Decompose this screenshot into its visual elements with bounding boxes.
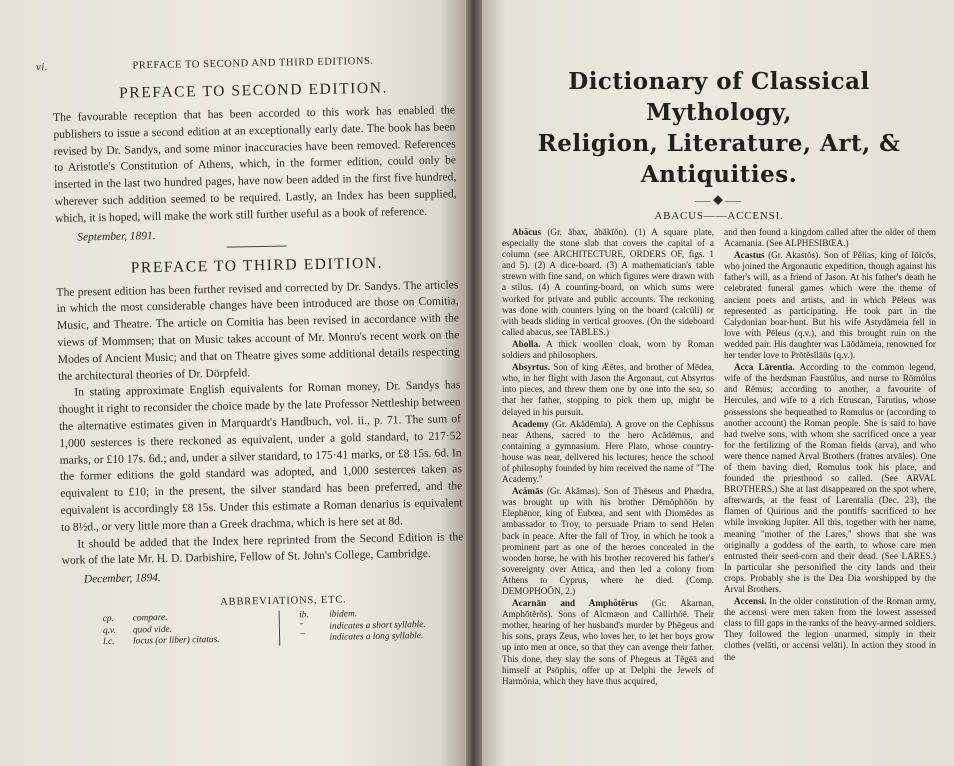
dictionary-entry xyxy=(724,250,936,361)
dictionary-entry xyxy=(502,227,714,338)
left-page xyxy=(0,0,468,766)
entry-headword: Acămās xyxy=(512,486,544,497)
dictionary-entry xyxy=(502,419,714,486)
abbreviation-key: cp. xyxy=(102,614,115,625)
entry-headword: Abolla. xyxy=(512,338,541,349)
third-edition-title: PREFACE TO THIRD EDITION. xyxy=(130,254,384,277)
abbreviation-meaning: indicates a short syllable. xyxy=(329,619,426,632)
entry-headword: Abăcus xyxy=(512,227,542,237)
abbreviation-row xyxy=(300,630,466,645)
abbreviation-key: q.v. xyxy=(102,625,116,636)
running-head xyxy=(36,54,454,76)
abbreviation-meaning: indicates a long syllable. xyxy=(329,631,424,643)
book-gutter xyxy=(466,0,482,766)
abbreviation-key: ˘ xyxy=(299,621,303,632)
entry-text: (Gr. Akămas). Son of Thēseus and Phædra, was brought up with his brother Dēmŏphŏōn by Elephēnor, king of Eubœa, and sent with Diomēdes as ambassador to Troy, to persuade Priam to send Helen back in peace. After the fall of Troy, in which he took a prominent part as one of the heroes concealed in the wooden horse, he with his brother recovered his father's sovereignty over Attica, and then led a colony from Athens to Cyprus, where he died. (Comp. DEMOPHOŌN, 2.) xyxy=(502,486,714,596)
second-edition-date: September, 1891. xyxy=(77,229,156,244)
entry-text: Son of king Æētes, and brother of Mēdea, who, in her flight with Jason the Argonaut, cut Absyrtus into pieces, and threw them one by one into the sea, so that her father, stopping to pick them up, might be delayed in his pursuit. xyxy=(502,362,715,417)
abbreviations-right-column xyxy=(278,607,465,645)
dictionary-entry xyxy=(724,596,936,663)
right-page xyxy=(482,0,954,766)
second-edition-text: The favourable reception that has been accorded to this work has enabled the publishers to issue a second edition at an exceptionally early date. The book has been revised by Dr. Sandys, and some minor inaccuracies have been removed. References to Aristotle's Constitution of Athens, which, in the former edition, could only be inserted in the last two hundred pages, have now been added in the first five hundred, wherever such addition seemed to be required. Lastly, an Index has been supplied, which, it is hoped, will make the work still further useful as a book of reference. xyxy=(52,103,457,225)
entry-text: (Gr. Akastŏs). Son of Pĕlias, king of Iōlcŏs, who joined the Argonautic expedition, though against his father's will, as a friend of Jason. At his father's death he celebrated funeral games which were the theme of ancient poets and artists, and in which Pēleus was represented as participating. He took part in the Calydonian boar-hunt. But his wife Astydămeia fell in love with Pēleus (q.v.), and this brought ruin on the wedded pair. His daughter was Lāŏdămeia, renowned for her tender love to Prōtĕsĭlāūs (q.v.). xyxy=(724,250,936,361)
abbreviations-table xyxy=(103,607,466,648)
dictionary-column-b xyxy=(724,227,936,688)
third-edition-date: December, 1894. xyxy=(83,572,161,586)
dictionary-entry xyxy=(724,362,936,595)
entry-headword: Acastus xyxy=(734,250,765,261)
abbreviation-meaning: compare. xyxy=(132,613,168,624)
entry-headword: Acca Lārentia. xyxy=(734,362,795,373)
dictionary-entry xyxy=(502,362,714,417)
dictionary-entry xyxy=(502,486,714,597)
abbreviation-key: ib. xyxy=(299,610,309,621)
abbreviation-key: l.c. xyxy=(103,637,115,648)
abbreviation-meaning: ibidem. xyxy=(329,609,358,620)
second-edition-title: PREFACE TO SECOND EDITION. xyxy=(118,79,389,102)
abbreviation-row xyxy=(103,634,269,649)
section-heading: ABACUS——ACCENSI. xyxy=(654,210,784,222)
entry-text: and then found a kingdom called after the older of them Acarnania. (See ALPHESIBŒA.) xyxy=(724,227,936,249)
dictionary-entry xyxy=(502,598,714,687)
third-edition-paragraph-2: In stating approximate English equivalents for Roman money, Dr. Sandys has thought it right to reconsider the choice made by the late Professor Nettleship between the alternative estimates given in Marquardt's Handbuch, vol. ii., p. 71. The sum of 1,000 sesterces is there reckoned as equivalent, under a gold standard, to 217·52 marks, or £10 17s. 6d.; and, under a silver standard, to 175·41 marks, or £8 15s. 6d. In the former editions the gold standard was adopted, and 1,000 sesterces taken as equivalent to £10; in the present, the silver standard has been preferred, and the equivalent is accordingly £8 15s. Under this estimate a Roman denarius is equivalent to 8½d., or very little more than a Greek drachma, which is here set at 8d. xyxy=(58,378,463,534)
abbreviation-key: ¯ xyxy=(299,633,305,644)
right-page-content xyxy=(502,66,936,688)
entry-text: (Gr. Akarnan, Amphŏtĕrŏs). Sons of Alcmæon and Callirhŏē. Their mother, hearing of her husband's murder by Phēgeus and his sons, prays Zeus, who loves her, to let her boys grow up into men at once, so that they can avenge their father. This done, they slay the sons of Phegeus at Tĕgēā and himself at Psōphis, offer up at Delphi the Jewels of Harmŏnia, which they have thus acquired, xyxy=(502,598,714,686)
dictionary-entry xyxy=(502,339,714,361)
dictionary-column-a xyxy=(502,227,714,688)
entry-text: (Gr. Akădēmīa). A grove on the Cephissus near Athens, sacred to the hero Acădēmus, and containing a gymnasium. Here Plato, whose country-house was near, delivered his lectures; hence the school of philosophy founded by him received the name of "The Academy." xyxy=(502,418,714,485)
abbreviations-title: ABBREVIATIONS, ETC. xyxy=(220,594,347,608)
ornament-icon: ⸺◆⸺ xyxy=(694,196,744,207)
running-head-text: PREFACE TO SECOND AND THIRD EDITIONS. xyxy=(132,55,374,72)
entry-text: In the older constitution of the Roman army, the accensi were men taken from the lowest assessed class to fill gaps in the ranks of the heavy-armed soldiers. They followed the legion unarmed, simply in their clothes (velāti, or accensi velāti). In action they stood in the xyxy=(724,596,936,662)
dictionary-title-line-2: Religion, Literature, Art, & Antiquities. xyxy=(537,130,901,188)
abbreviation-meaning: quod vide. xyxy=(132,624,173,636)
third-edition-paragraph-1: The present edition has been further revised and corrected by Dr. Sandys. The articles in which the most considerable changes have been introduced are those on Comitia, Music, and Theatre. The article on Comitia has been revised in accordance with the views of Mommsen; that on Music takes account of Mr. Monro's recent work on the Modes of Ancient Music; and that on Theatre gives some additional details respecting the architectural theories of Dr. Dörpfeld. xyxy=(56,277,460,383)
entry-text: (Gr. ăbax, ăbăkĭŏn). (1) A square plate, especially the stone slab that covers the capital of a column (see ARCHITECTURE, ORDERS OF, figs. 1 and 5). (2) A dice-board. (3) A mathematician's table strewn with fine sand, on which figures were drawn with a stilus. (4) A counting-board, on which sums were worked for private and public accounts. The reckoning was done with counters lying on the board (calcŭli) or with beads sliding in vertical grooves. (On the sideboard called abacus, see TABLES.) xyxy=(502,227,715,337)
entry-headword: Academy xyxy=(512,418,549,429)
section-rule xyxy=(227,245,287,247)
entry-headword: Absyrtus. xyxy=(512,362,551,373)
third-edition-paragraph-3: It should be added that the Index here reprinted from the Second Edition is the work of the late Mr. H. D. Darbishire, Fellow of St. John's College, Cambridge. xyxy=(61,529,464,568)
page-number: vi. xyxy=(36,62,49,74)
dictionary-columns xyxy=(502,227,936,688)
entry-text: According to the common legend, wife of the herdsman Faustŭlus, and nurse to Rōmŭlus and Rĕmus; according to another, a favourite of Hercules, and wife to a rich Etruscan, Tarutius, whose possessions she bequeathed to Romulus or (according to another account) the Roman people. She is said to have had twelve sons, with whom she sacrificed once a year for the fertilizing of the Roman fields (arva), and who were thence named Arval Brothers (fratres arvāles). One of them having died, Romulus took his place, and founded the priesthood so called. (See ARVAL BROTHERS.) She at last disappeared on the spot where, afterwards, at the feast of Larentalia (Dec. 23), the flamen of Quirinus and the pontiffs sacrificed to her while invoking Jupiter. All this, together with her name, meaning "mother of the Lares," shows that she was originally a goddess of the earth, to whose care men entrusted their seed-corn and their dead. (See LARES.) In particular she personified the city lands and their crops. Probably she is the Dea Dia worshipped by the Arval Brothers. xyxy=(724,362,936,594)
left-page-content xyxy=(36,54,465,649)
entry-text: A thick woollen cloak, worn by Roman soldiers and philosophers. xyxy=(502,338,714,361)
abbreviations-left-column xyxy=(103,611,269,649)
dictionary-title-line-1: Dictionary of Classical Mythology, xyxy=(568,68,870,126)
entry-headword: Accensi. xyxy=(734,596,767,607)
dictionary-entry xyxy=(724,227,936,249)
entry-headword: Acarnān and Amphŏtĕrus xyxy=(512,598,638,609)
abbreviation-meaning: locus (or liber) citatus. xyxy=(133,635,220,647)
